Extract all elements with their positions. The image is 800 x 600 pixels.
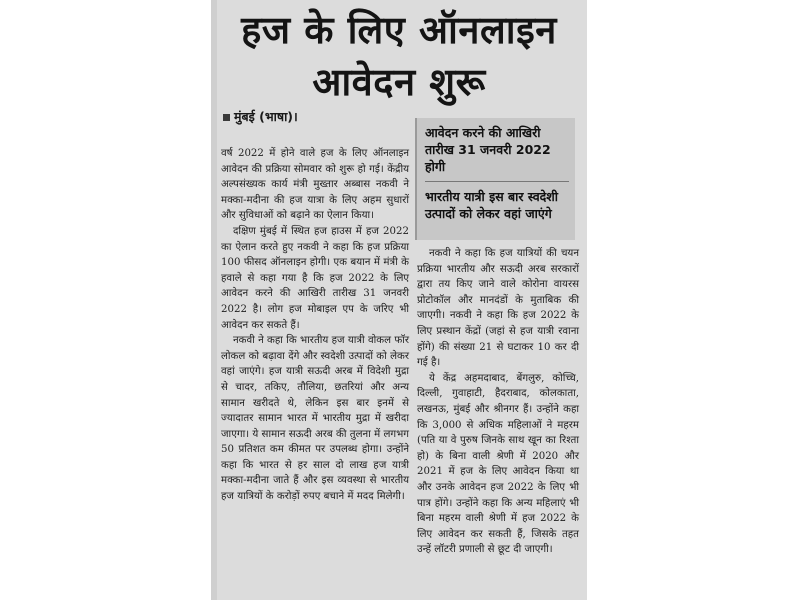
headline-line-2: आवेदन शुरू bbox=[312, 60, 486, 104]
headline bbox=[211, 4, 587, 108]
left-paragraph-3: नकवी ने कहा कि भारतीय हज यात्री वोकल फॉर लोकल को बढ़ावा देंगे और स्वदेशी उत्पादों को लेकर वहां जाएंगे। हज यात्री सऊदी अरब में विदेशी मुद्रा से चादर, तकिए, तौलिया, छतरियां और अन्य सामान खरीदते थे, लेकिन इस बार इनमें से ज्यादातर सामान भारत में भारतीय मुद्रा में खरीदा जाएगा। ये सामान सऊदी अरब की तुलना में लगभग 50 प्रतिशत कम कीमत पर उपलब्ध होगा। उन्होंने कहा कि भारत से हर साल दो लाख हज यात्री मक्का-मदीना जाते हैं और इस व्यवस्था से भारतीय हज यात्रियों के करोड़ों रुपए बचाने में मदद मिलेगी। bbox=[221, 335, 409, 503]
highlight-divider bbox=[425, 181, 569, 182]
left-paragraph-1: वर्ष 2022 में होने वाले हज के लिए ऑनलाइन आवेदन की प्रक्रिया सोमवार को शुरू हो गई। केंद्रीय अल्पसंख्यक कार्य मंत्री मुख्तार अब्बास नकवी ने मक्का-मदीना की हज यात्रा के लिए अहम सुधारों और सुविधाओं को बढ़ाने का ऐलान किया। bbox=[221, 148, 409, 222]
byline bbox=[223, 108, 298, 125]
highlight-1: आवेदन करने की आखिरी तारीख 31 जनवरी 2022 होगी bbox=[425, 125, 551, 174]
highlight-2: भारतीय यात्री इस बार स्वदेशी उत्पादों को लेकर वहां जाएंगे bbox=[425, 189, 559, 221]
byline-text: मुंबई (भाषा)। bbox=[234, 109, 298, 124]
highlight-box bbox=[415, 118, 575, 240]
right-paragraph-2: ये केंद्र अहमदाबाद, बेंगलुरु, कोच्चि, दिल्ली, गुवाहाटी, हैदराबाद, कोलकाता, लखनऊ, मुंबई और श्रीनगर हैं। उन्होंने कहा कि 3,000 से अधिक महिलाओं ने महरम (पति या वे पुरुष जिनके साथ खून का रिश्ता हो) के बिना वाली श्रेणी में 2020 और 2021 में हज के लिए आवेदन किया था और उनके आवेदन हज 2022 के लिए भी पात्र होंगे। उन्होंने कहा कि अन्य महिलाएं भी बिना महरम वाली श्रेणी में हज 2022 के लिए आवेदन कर सकती हैं, जिसके तहत उन्हें लॉटरी प्रणाली से छूट दी जाएगी। bbox=[417, 372, 579, 556]
headline-line-1: हज के लिए ऑनलाइन bbox=[241, 8, 557, 52]
left-column bbox=[221, 146, 409, 505]
square-bullet-icon bbox=[223, 114, 230, 121]
left-paragraph-2: दक्षिण मुंबई में स्थित हज हाउस में हज 2022 का ऐलान करते हुए नकवी ने कहा कि हज प्रक्रिया 100 फीसद ऑनलाइन होगी। एक बयान में मंत्री के हवाले से कहा गया है कि हज 2022 के लिए आवेदन करने की आखिरी तारीख 31 जनवरी 2022 है। लोग हज मोबाइल एप के जरिए भी आवेदन कर सकते हैं। bbox=[221, 225, 409, 331]
right-column bbox=[417, 246, 579, 558]
right-paragraph-1: नकवी ने कहा कि हज यात्रियों की चयन प्रक्रिया भारतीय और सऊदी अरब सरकारों द्वारा तय किए जाने वाले कोरोना वायरस प्रोटोकॉल और मानदंडों के मुताबिक की जाएगी। नकवी ने कहा कि हज 2022 के लिए प्रस्थान केंद्रों (जहां से हज यात्री रवाना होंगे) की संख्या 21 से घटाकर 10 कर दी गई है। bbox=[417, 248, 579, 369]
newspaper-clipping bbox=[211, 0, 587, 600]
